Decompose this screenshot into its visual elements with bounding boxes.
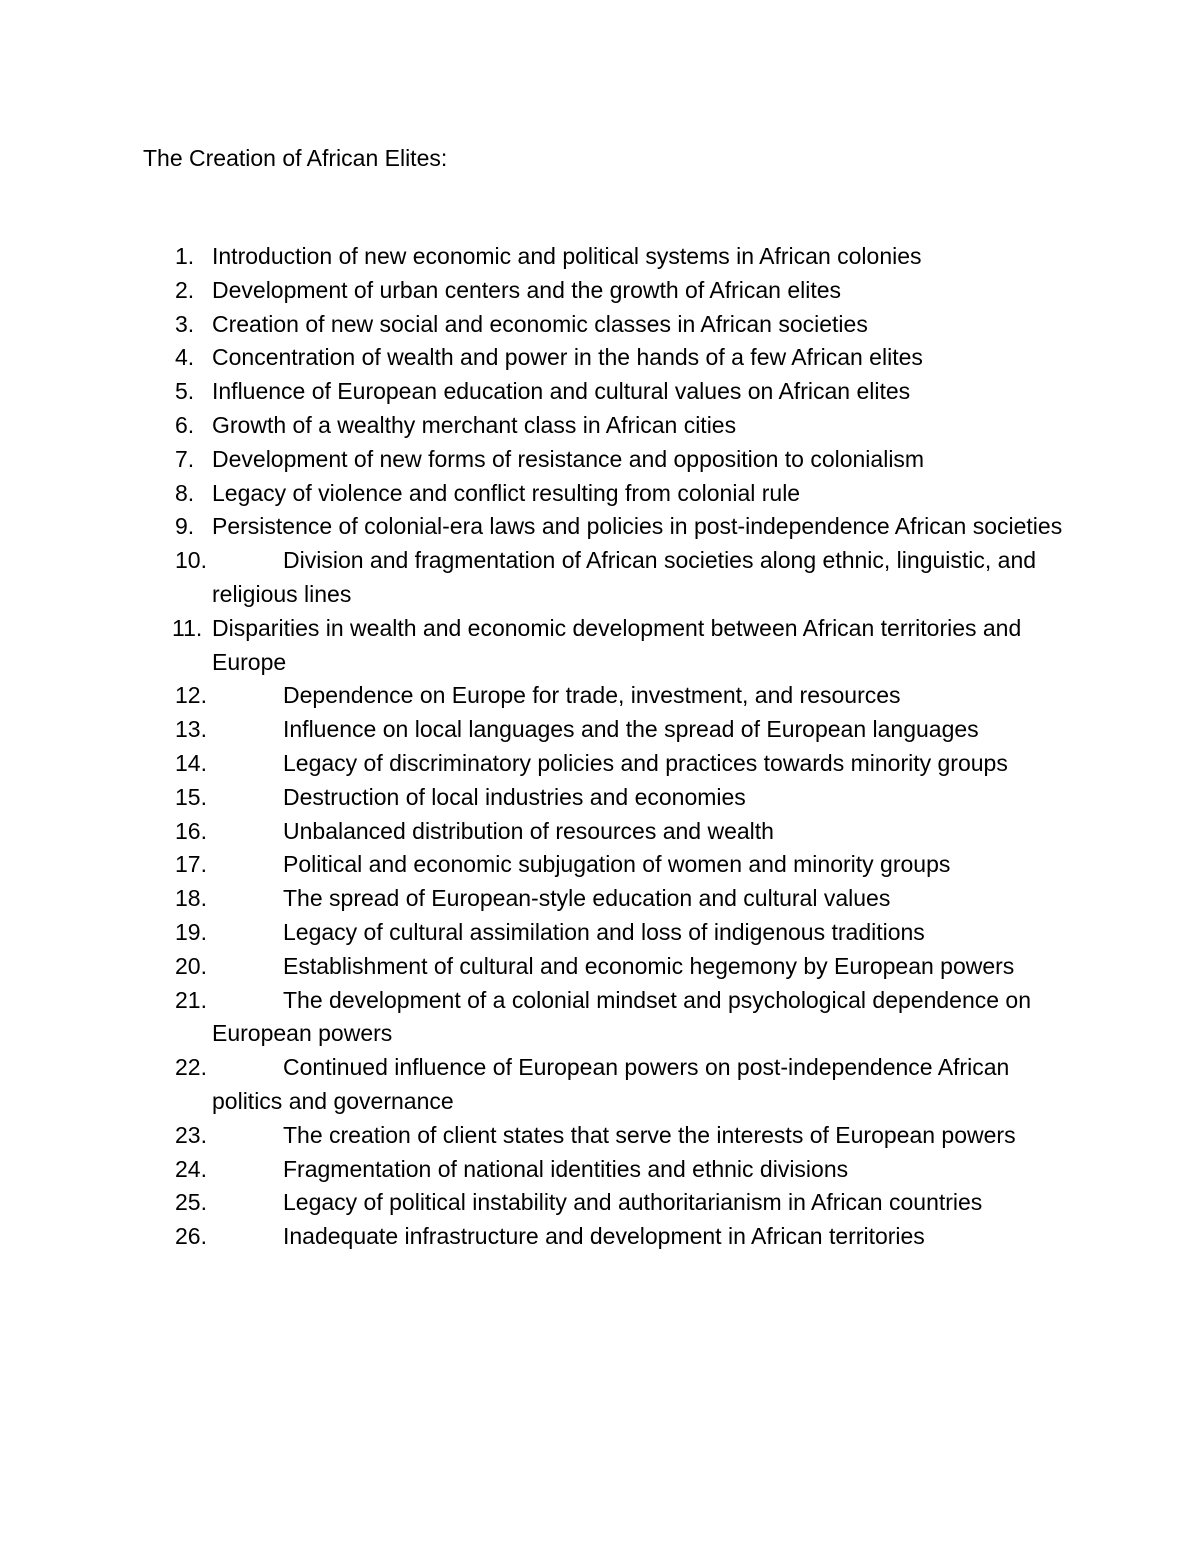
item-number: 12. — [175, 682, 207, 709]
item-number: 16. — [175, 817, 207, 844]
item-number: 22. — [175, 1054, 207, 1081]
list-item — [0, 477, 1082, 511]
item-number: 13. — [175, 716, 207, 743]
page-title: The Creation of African Elites: — [143, 145, 448, 171]
item-number: 3. — [175, 310, 195, 337]
item-text: Influence of European education and cultural values on African elites — [212, 378, 911, 405]
list-item — [0, 1220, 1082, 1254]
item-text: Establishment of cultural and economic hegemony by European powers — [283, 952, 1015, 979]
item-number: 24. — [175, 1155, 207, 1182]
item-text: Development of urban centers and the growth of African elites — [212, 276, 842, 303]
list-item — [0, 950, 1082, 984]
numbered-list — [0, 240, 1200, 1254]
item-text: Political and economic subjugation of women and minority groups — [283, 851, 951, 878]
item-text: Persistence of colonial-era laws and policies in post-independence African societies — [212, 513, 1063, 540]
item-text: Concentration of wealth and power in the hands of a few African elites — [212, 344, 923, 371]
item-number: 17. — [175, 851, 207, 878]
item-text: Dependence on Europe for trade, investment, and resources — [283, 682, 901, 709]
item-number: 9. — [175, 513, 195, 540]
list-item — [0, 443, 1082, 477]
item-text: Inadequate infrastructure and development in African territories — [283, 1223, 925, 1250]
item-number: 6. — [175, 411, 195, 438]
item-text: Continued influence of European powers on post-independence African politics and governance — [212, 1054, 1010, 1114]
list-item — [0, 1119, 1082, 1153]
item-number: 20. — [175, 952, 207, 979]
item-text: Disparities in wealth and economic development between African territories and Europe — [212, 614, 1022, 675]
item-number: 8. — [175, 479, 195, 506]
item-text: Legacy of violence and conflict resulting from colonial rule — [212, 479, 801, 506]
item-text: Introduction of new economic and political systems in African colonies — [212, 243, 922, 269]
item-text: Legacy of cultural assimilation and loss of indigenous traditions — [283, 918, 925, 945]
list-item — [0, 1153, 1082, 1187]
list-item — [0, 916, 1082, 950]
list-item — [0, 848, 1082, 882]
list-item — [0, 815, 1082, 849]
list-item — [0, 1051, 1082, 1119]
item-number: 7. — [175, 445, 195, 472]
list-item — [0, 375, 1082, 409]
item-number: 4. — [175, 344, 195, 371]
item-number: 23. — [175, 1121, 207, 1148]
list-item — [0, 274, 1082, 308]
list-item — [0, 308, 1082, 342]
item-number: 2. — [175, 276, 195, 303]
item-text: The development of a colonial mindset and psychological dependence on European powers — [212, 986, 1032, 1047]
item-text: The spread of European-style education and cultural values — [283, 885, 891, 912]
item-number: 11. — [172, 614, 203, 641]
item-number: 19. — [175, 918, 207, 945]
list-item — [0, 544, 1082, 612]
item-number: 15. — [175, 783, 207, 810]
list-item — [0, 409, 1082, 443]
list-item — [0, 781, 1082, 815]
list-item — [0, 713, 1082, 747]
item-text: The creation of client states that serve the interests of European powers — [283, 1121, 1016, 1148]
item-number: 26. — [175, 1223, 207, 1250]
item-text: Creation of new social and economic classes in African societies — [212, 310, 868, 337]
item-number: 21. — [175, 986, 207, 1013]
item-number: 5. — [175, 378, 195, 405]
item-text: Development of new forms of resistance and opposition to colonialism — [212, 445, 925, 472]
item-number: 1. — [175, 243, 195, 269]
list-item — [0, 679, 1082, 713]
item-text: Unbalanced distribution of resources and wealth — [283, 817, 774, 844]
item-number: 18. — [175, 885, 207, 912]
item-text: Influence on local languages and the spread of European languages — [283, 716, 979, 743]
item-number: 10. — [175, 547, 207, 574]
item-number: 25. — [175, 1189, 207, 1216]
list-item — [0, 240, 1082, 274]
list-item — [0, 882, 1082, 916]
item-text: Legacy of discriminatory policies and practices towards minority groups — [283, 749, 1008, 776]
list-item — [0, 341, 1082, 375]
list-item — [0, 612, 1082, 680]
item-text: Growth of a wealthy merchant class in African cities — [212, 411, 737, 438]
list-item — [0, 747, 1082, 781]
item-text: Destruction of local industries and economies — [283, 783, 746, 810]
item-text: Division and fragmentation of African societies along ethnic, linguistic, and religious lines — [212, 547, 1037, 607]
list-item — [0, 1186, 1082, 1220]
item-text: Fragmentation of national identities and ethnic divisions — [283, 1155, 849, 1182]
list-item — [0, 510, 1082, 544]
item-text: Legacy of political instability and authoritarianism in African countries — [283, 1189, 983, 1216]
list-item — [0, 984, 1082, 1052]
item-number: 14. — [175, 749, 207, 776]
